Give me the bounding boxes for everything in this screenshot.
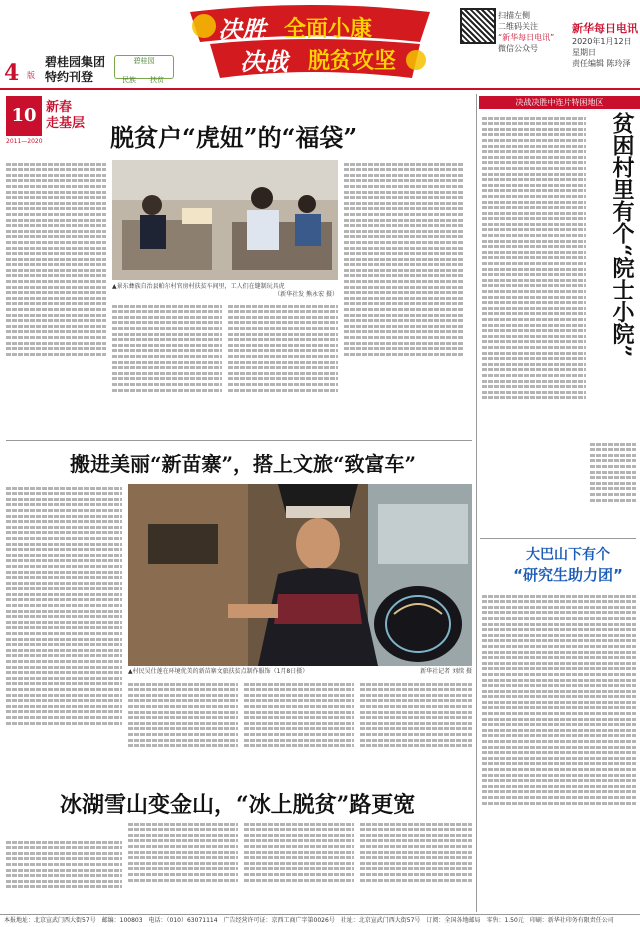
page-number: 4 (4, 60, 20, 86)
qr-text-4: 微信公众号 (498, 44, 538, 53)
caption-1a: ▲景东彝族自治县帕尔村官房村扶贫车间里，工人们在缝制玩具虎 (112, 283, 285, 290)
caption-2a: ▲村民吴仕莲在环境优美的新苗寨文旅扶贫点制作服饰（1月8日摄） (128, 668, 309, 675)
logo-text-3: 扶贫 (150, 76, 164, 84)
logo-text-1: 碧桂园 (133, 57, 155, 65)
page-unit: 版 (27, 71, 35, 80)
editor: 责任编辑 陈玲泽 (572, 59, 631, 68)
article-2-body-col1 (6, 484, 122, 834)
right-article-1-headline[interactable]: 贫困村里有个“院士小院” (609, 112, 635, 358)
page-footer: 本报地址：北京宣武门西大街57号 邮编：100803 电话：（010）63071114 广告经营许可证：京西工商广字第0026号 社址：北京宣武门西大街57号 订阅：全国各地邮局 零售：1.50元 印刷：新华社印务有限责任公司 (0, 914, 640, 927)
banner-text-2b: 脱贫攻坚 (308, 49, 397, 74)
article-1-headline[interactable]: 脱贫户“虎妞”的“福袋” (110, 123, 358, 152)
badge-title-2: 走基层 (46, 116, 86, 131)
sponsor-line-1: 碧桂园集团 (45, 55, 106, 69)
series-badge (6, 96, 86, 145)
article-3-body-col1 (6, 838, 122, 912)
right-article-2-headline[interactable] (500, 545, 636, 585)
right-article-1-body-b (590, 440, 636, 534)
header-rule (0, 88, 640, 90)
caption-2b: 新华社记者 刘续 摄 (420, 668, 472, 675)
column-divider (476, 94, 477, 912)
right-article-2-body (482, 592, 636, 910)
date: 2020年1月12日 (572, 37, 632, 46)
article-1-body-col1 (6, 160, 106, 435)
caption-1b: （新华社发 熊永宏 摄） (274, 291, 338, 298)
article-3-body-col3 (244, 820, 354, 912)
qr-caption (498, 10, 554, 54)
banner-text-1b: 全面小康 (284, 17, 373, 42)
banner-text-2a: 决战 (240, 47, 288, 76)
sponsor-logo (114, 55, 174, 84)
article-1-photo[interactable] (112, 160, 338, 280)
page-header (0, 0, 640, 88)
qr-text-1: 扫描左侧 (498, 11, 530, 20)
badge-number: 10 (6, 96, 42, 136)
qr-text-3: “新华每日电讯” (498, 33, 555, 42)
sponsor-line-2: 特约刊登 (45, 70, 94, 84)
right-section-head: 决战决胜中连片特困地区 (479, 96, 640, 109)
article-2-body-col3 (244, 680, 354, 780)
section-divider-1 (6, 440, 472, 441)
article-2-photo[interactable] (128, 484, 472, 666)
right-title-2-line-1: 大巴山下有个 (526, 547, 610, 563)
article-2-caption (128, 668, 472, 676)
article-2-body-col2 (128, 680, 238, 780)
article-3-headline[interactable]: 冰湖雪山变金山，“冰上脱贫”路更宽 (60, 792, 416, 818)
right-divider (480, 538, 636, 539)
article-1-body-col4 (344, 160, 464, 435)
dateline (572, 36, 632, 69)
article-2-body-col4 (360, 680, 472, 780)
article-1-body-col2 (112, 302, 222, 435)
badge-years: 2011—2020 (6, 138, 43, 145)
article-3-body-col4 (360, 820, 472, 912)
qr-text-2: 二维码关注 (498, 22, 538, 31)
masthead: 新华每日电讯 (572, 22, 638, 35)
right-title-2-line-2: “研究生助力团” (513, 566, 623, 584)
banner-text-1a: 决胜 (218, 15, 266, 44)
badge-title (46, 100, 85, 132)
badge-title-1: 新春 (46, 100, 73, 115)
logo-text-2: 民族 (122, 76, 136, 84)
qr-code-icon[interactable] (460, 8, 496, 44)
article-2-headline[interactable]: 搬进美丽“新苗寨”，搭上文旅“致富车” (70, 452, 417, 476)
article-1-body-col3 (228, 302, 338, 435)
right-article-1-body (482, 114, 586, 534)
article-1-caption (112, 283, 338, 299)
article-3-body-col2 (128, 820, 238, 912)
weekday: 星期日 (572, 48, 596, 57)
